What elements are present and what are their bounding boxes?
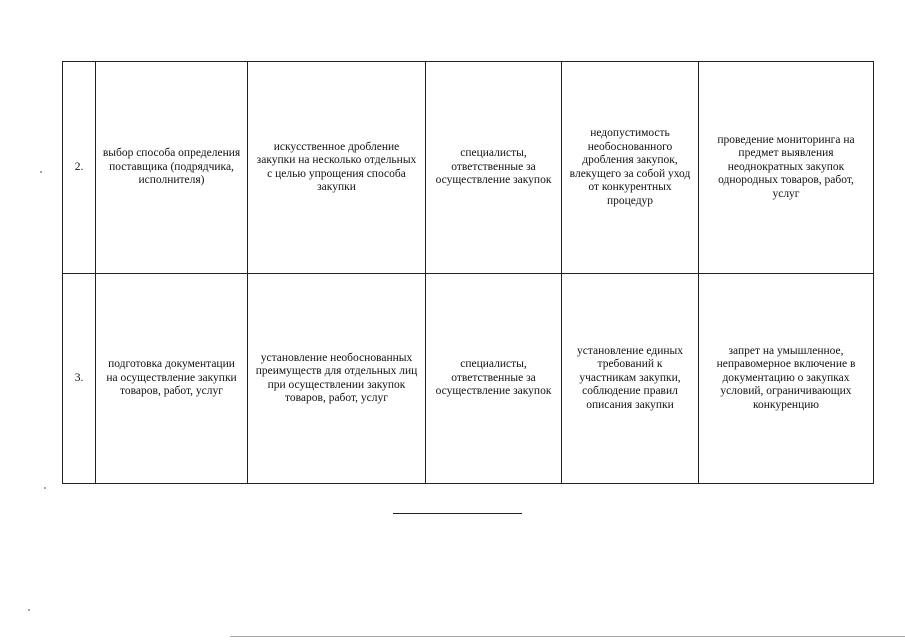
risk-text: искусственное дробление закупки на несколько отдельных с целью упрощения способа закупки	[256, 140, 417, 193]
responsible-text: специалисты, ответственные за осуществление закупок	[435, 147, 552, 187]
end-separator-line	[393, 513, 522, 514]
stage-cell	[96, 274, 248, 484]
stage-cell	[96, 62, 248, 274]
risk-text: установление необоснованных преимуществ для отдельных лиц при осуществлении закупок товаров, работ, услуг	[255, 351, 418, 404]
measures-text: запрет на умышленное, неправомерное включение в документацию о закупках условий, ограничивающих конкуренцию	[716, 344, 856, 411]
table-row	[63, 62, 874, 274]
stage-text: выбор способа определения поставщика (подрядчика, исполнителя)	[102, 147, 241, 187]
table-row	[63, 274, 874, 484]
procurement-risk-table	[62, 61, 874, 484]
responsible-cell	[426, 274, 562, 484]
scan-speck	[28, 609, 30, 611]
measures-cell	[699, 274, 874, 484]
scan-speck	[40, 171, 42, 173]
measures-cell	[699, 62, 874, 274]
scan-speck	[44, 487, 46, 489]
risk-cell	[248, 274, 426, 484]
requirement-cell	[562, 274, 699, 484]
row-number: 2.	[74, 160, 84, 173]
scan-edge-line	[230, 636, 905, 637]
row-number-cell	[63, 62, 96, 274]
stage-text: подготовка документации на осуществление закупки товаров, работ, услуг	[106, 358, 237, 398]
row-number-cell	[63, 274, 96, 484]
requirement-text: установление единых требований к участникам закупки, соблюдение правил описания закупки	[576, 344, 684, 411]
responsible-text: специалисты, ответственные за осуществление закупок	[435, 358, 552, 398]
measures-text: проведение мониторинга на предмет выявления неоднократных закупок однородных товаров, работ, услуг	[717, 133, 855, 200]
responsible-cell	[426, 62, 562, 274]
risk-cell	[248, 62, 426, 274]
requirement-cell	[562, 62, 699, 274]
row-number: 3.	[74, 371, 84, 384]
requirement-text: недопустимость необоснованного дробления закупок, влекущего за собой уход от конкурентных процедур	[569, 127, 691, 207]
